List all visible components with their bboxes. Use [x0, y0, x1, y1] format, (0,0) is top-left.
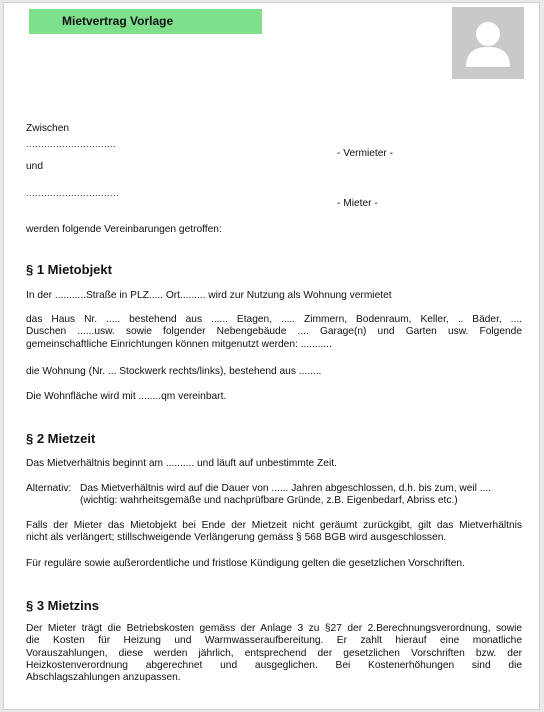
section-1-para-3: die Wohnung (Nr. ... Stockwerk rechts/links), bestehend aus ........	[26, 366, 322, 377]
section-1-para-2	[26, 314, 522, 351]
section-2-heading: § 2 Mietzeit	[26, 431, 96, 446]
alternative-line-2: (wichtig: wahrheitsgemäße und nachprüfbare Gründe, z.B. Eigenbedarf, Abriss etc.)	[80, 495, 458, 506]
user-silhouette-icon	[452, 7, 524, 79]
text-line: Heizkostenverordnung abgerechnet und ausgeglichen. Bei Kostenerhöhungen sind die	[26, 659, 522, 671]
title-banner	[29, 9, 262, 34]
text-line: das Haus Nr. ..... bestehend aus ...... Etagen, ..... Zimmern, Bodenraum, Keller, .. Bäder, ....	[26, 314, 522, 325]
alternative-line-1: Das Mietverhältnis wird auf die Dauer von ...... Jahren abgeschlossen, d.h. bis zum, weil ....	[80, 483, 492, 494]
section-1-para-4: Die Wohnfläche wird mit ........qm vereinbart.	[26, 391, 227, 402]
alternative-label: Alternativ:	[26, 483, 72, 494]
text-line: Vorauszahlungen, diese werden jährlich, entsprechend der gesetzlichen Vorschriften bzw. der	[26, 647, 522, 659]
text-line: nicht als verlängert; stillschweigende Verlängerung gemäss § 568 BGB wird ausgeschlossen.	[26, 532, 447, 544]
tenant-label: - Mieter -	[337, 198, 378, 209]
and-label: und	[26, 161, 43, 172]
text-line: Duschen ......usw. sowie folgender Nebengebäude .... Garage(n) und Garten usw. Folgende	[26, 326, 522, 338]
document-page	[3, 2, 540, 710]
section-2-para-3	[26, 520, 522, 545]
agreement-text: werden folgende Vereinbarungen getroffen:	[26, 224, 222, 235]
section-1-heading: § 1 Mietobjekt	[26, 262, 112, 277]
document-title: Mietvertrag Vorlage	[62, 14, 174, 28]
section-2-para-1: Das Mietverhältnis beginnt am .......... und läuft auf unbestimmte Zeit.	[26, 458, 337, 469]
text-line: gemeinschaftliche Einrichtungen können mitgenutzt werden: ...........	[26, 338, 332, 350]
section-2-para-4: Für reguläre sowie außerordentliche und fristlose Kündigung gelten die gesetzlichen Vorschriften.	[26, 558, 465, 569]
text-line: Der Mieter trägt die Betriebskosten gemäss der Anlage 3 zu §27 der 2.Berechnungsverordnung, sowie	[26, 623, 522, 634]
landlord-blank: ..............................	[26, 139, 117, 149]
text-line: Falls der Mieter das Mietobjekt bei Ende der Mietzeit nicht geräumt zurückgibt, gilt das Mietverhältnis	[26, 520, 522, 531]
user-avatar	[452, 7, 524, 79]
section-3-heading: § 3 Mietzins	[26, 598, 99, 613]
landlord-label: - Vermieter -	[337, 148, 394, 159]
text-line: die Kosten für Heizung und Warmwasseraufbereitung. Er zahlt hierauf eine monatliche	[26, 635, 522, 647]
tenant-blank: ...............................	[26, 188, 120, 198]
between-label: Zwischen	[26, 123, 70, 134]
text-line: Abschlagszahlungen anzupassen.	[26, 672, 181, 684]
section-3-para-1	[26, 623, 522, 684]
section-1-para-1: In der ...........Straße in PLZ..... Ort......... wird zur Nutzung als Wohnung vermietet	[26, 290, 392, 301]
